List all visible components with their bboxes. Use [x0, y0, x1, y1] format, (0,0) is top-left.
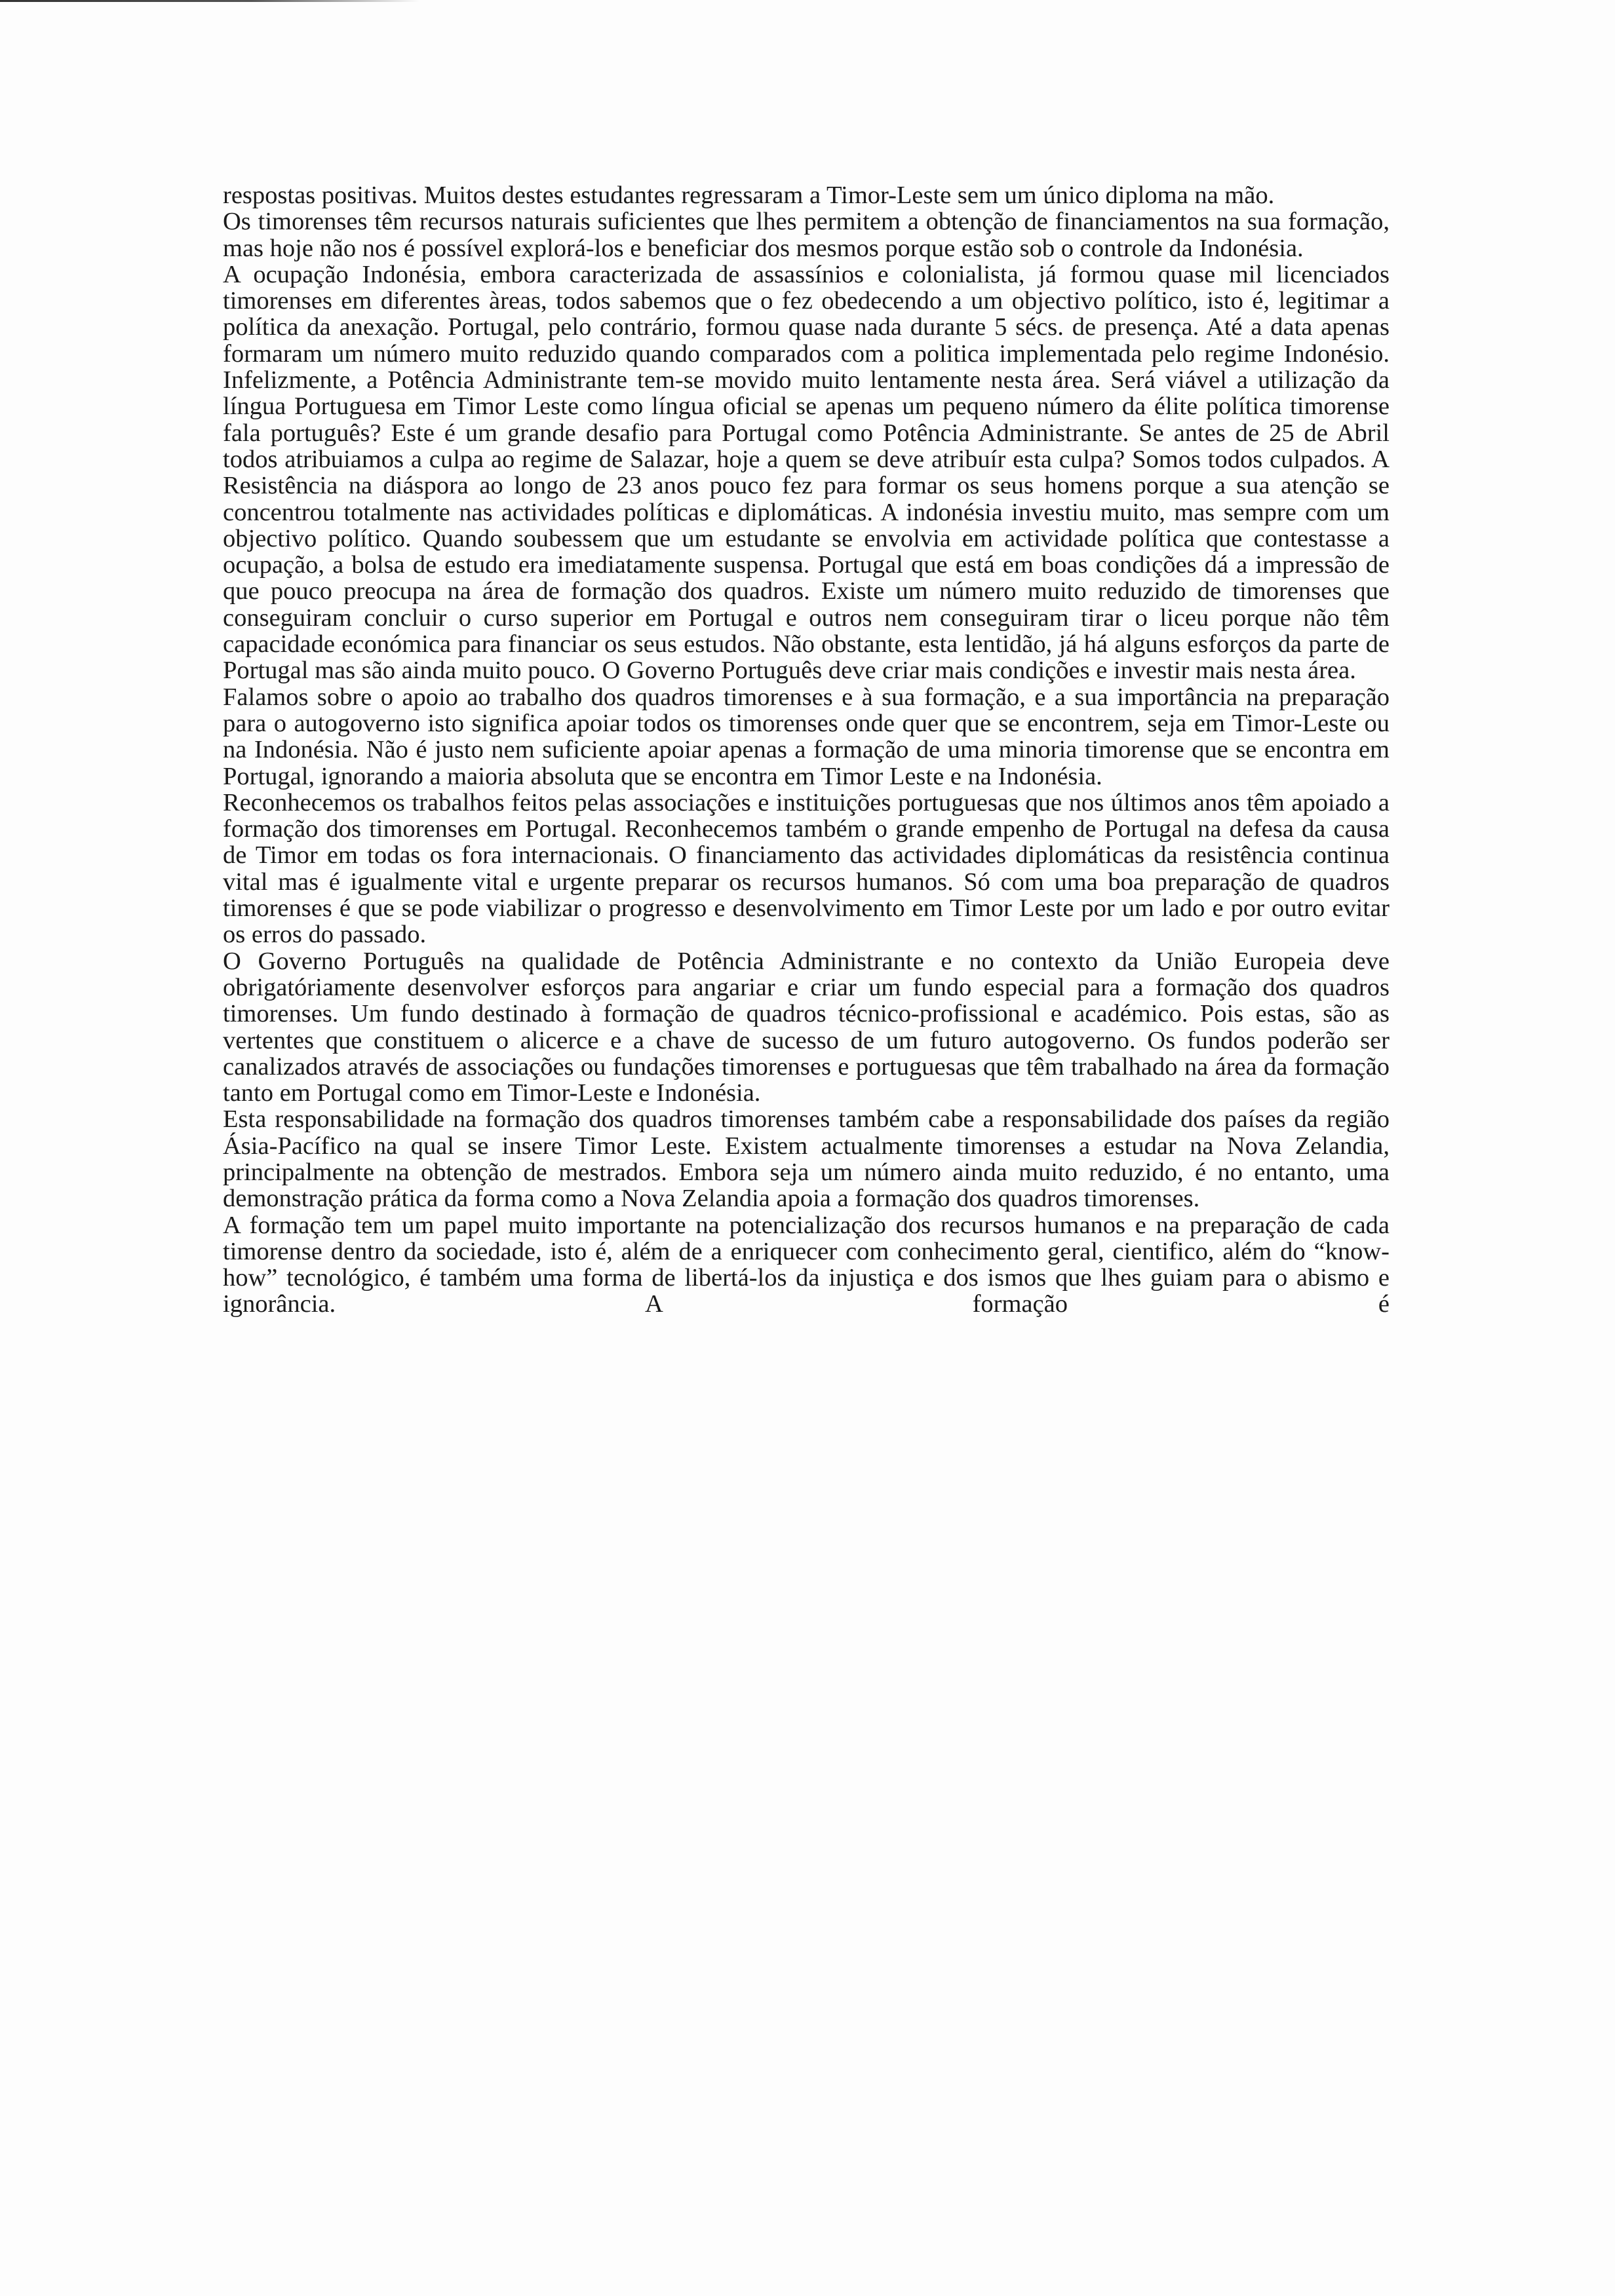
paragraph-recursos-naturais: Os timorenses têm recursos naturais suficientes que lhes permitem a obtenção de financiamentos na sua formação, mas hoje não nos é possível explorá-los e beneficiar dos mesmos porque estão sob o controle da Indonésia.	[223, 208, 1390, 262]
paragraph-formacao-papel: A formação tem um papel muito importante na potencialização dos recursos humanos e na preparação de cada timorense dentro da sociedade, isto é, além de a enriquecer com conhecimento geral, cientifico, além do “know-how” tecnológico, é também uma forma de libertá-los da injustiça e dos ismos que lhes guiam para o abismo e ignorância. A formação é	[223, 1211, 1390, 1318]
paragraph-asia-pacifico: Esta responsabilidade na formação dos quadros timorenses também cabe a responsabilidade dos países da região Ásia-Pacífico na qual se insere Timor Leste. Existem actualmente timorenses a estudar na Nova Zelandia, principalmente na obtenção de mestrados. Embora seja um número ainda muito reduzido, é no entanto, uma demonstração prática da forma como a Nova Zelandia apoia a formação dos quadros timorenses.	[223, 1105, 1390, 1213]
paragraph-governo-portugues: O Governo Português na qualidade de Potência Administrante e no contexto da União Europeia deve obrigatóriamente desenvolver esforços para angariar e criar um fundo especial para a formação dos quadros timorenses. Um fundo destinado à formação de quadros técnico-profissional e académico. Pois estas, são as vertentes que constituem o alicerce e a chave de sucesso de um futuro autogoverno. Os fundos poderão ser canalizados através de associações ou fundações timorenses e portuguesas que têm trabalhado na área da formação tanto em Portugal como em Timor-Leste e Indonésia.	[223, 947, 1390, 1107]
paragraph-reconhecemos: Reconhecemos os trabalhos feitos pelas associações e instituições portuguesas que nos últimos anos têm apoiado a formação dos timorenses em Portugal. Reconhecemos também o grande empenho de Portugal na defesa da causa de Timor em todas os fora internacionais. O financiamento das actividades diplomáticas da resistência continua vital mas é igualmente vital e urgente preparar os recursos humanos. Só com uma boa preparação de quadros timorenses é que se pode viabilizar o progresso e desenvolvimento em Timor Leste por um lado e por outro evitar os erros do passado.	[223, 788, 1390, 949]
document-body	[223, 182, 1390, 1318]
scan-edge-line	[0, 0, 419, 2]
paragraph-ocupacao-indonesia: A ocupação Indonésia, embora caracterizada de assassínios e colonialista, já formou quase mil licenciados timorenses em diferentes àreas, todos sabemos que o fez obedecendo a um objectivo político, isto é, legitimar a política da anexação. Portugal, pelo contrário, formou quase nada durante 5 sécs. de presença. Até a data apenas formaram um número muito reduzido quando comparados com a politica implementada pelo regime Indonésio. Infelizmente, a Potência Administrante tem-se movido muito lentamente nesta área. Será viável a utilização da língua Portuguesa em Timor Leste como língua oficial se apenas um pequeno número da élite política timorense fala português? Este é um grande desafio para Portugal como Potência Administrante. Se antes de 25 de Abril todos atribuiamos a culpa ao regime de Salazar, hoje a quem se deve atribuír esta culpa? Somos todos culpados. A Resistência na diáspora ao longo de 23 anos pouco fez para formar os seus homens porque a sua atenção se concentrou totalmente nas actividades políticas e diplomáticas. A indonésia investiu muito, mas sempre com um objectivo político. Quando soubessem que um estudante se envolvia em actividade política que contestasse a ocupação, a bolsa de estudo era imediatamente suspensa. Portugal que está em boas condições dá a impressão de que pouco preocupa na área de formação dos quadros. Existe um número muito reduzido de timorenses que conseguiram concluir o curso superior em Portugal e outros nem conseguiram tirar o liceu porque não têm capacidade económica para financiar os seus estudos. Não obstante, esta lentidão, já há alguns esforços da parte de Portugal mas são ainda muito pouco. O Governo Português deve criar mais condições e investir mais nesta área.	[223, 260, 1390, 685]
paragraph-respostas: respostas positivas. Muitos destes estudantes regressaram a Timor-Leste sem um único diploma na mão.	[223, 182, 1275, 209]
paragraph-apoio-quadros: Falamos sobre o apoio ao trabalho dos quadros timorenses e à sua formação, e a sua importância na preparação para o autogoverno isto significa apoiar todos os timorenses onde quer que se encontrem, seja em Timor-Leste ou na Indonésia. Não é justo nem suficiente apoiar apenas a formação de uma minoria timorense que se encontra em Portugal, ignorando a maioria absoluta que se encontra em Timor Leste e na Indonésia.	[223, 683, 1390, 790]
